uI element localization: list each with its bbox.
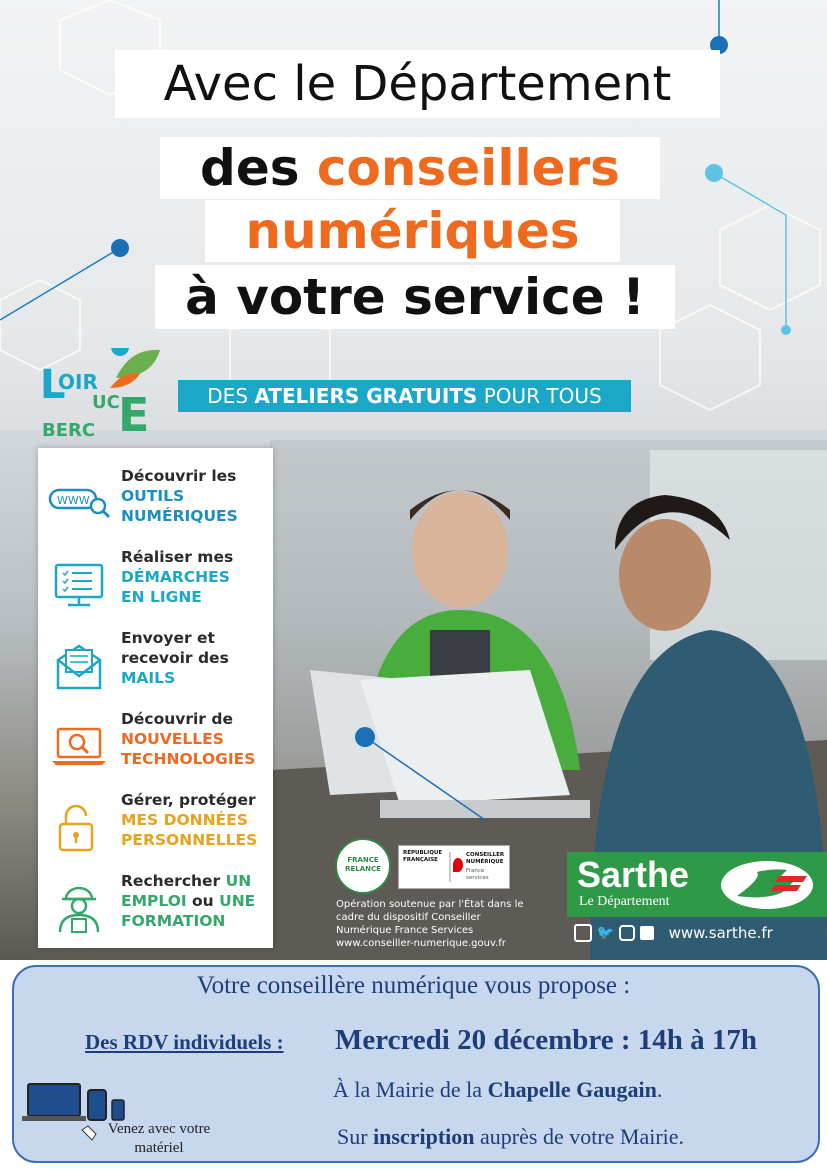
service-technologies: Découvrir de NOUVELLES TECHNOLOGIES — [38, 709, 273, 785]
headline-conseillers: conseillers — [316, 139, 620, 197]
sarthe-social-bar — [570, 918, 827, 946]
headline-line-2 — [160, 137, 660, 199]
envelope-icon — [48, 642, 110, 690]
republique-conseiller-logo: RÉPUBLIQUE FRANÇAISE CONSEILLER NUMÉRIQUE France services — [398, 845, 510, 889]
ateliers-banner: DES ATELIERS GRATUITS POUR TOUS — [178, 380, 631, 412]
service-emploi: Rechercher UN EMPLOI ou UNE FORMATION — [38, 871, 273, 947]
sarthe-url[interactable]: www.sarthe.fr — [668, 923, 773, 942]
www-search-icon — [48, 480, 110, 528]
instagram-icon[interactable] — [619, 925, 635, 941]
france-relance-logo: FRANCE RELANCE — [335, 838, 391, 894]
pin-icon — [453, 858, 463, 872]
service-mails: Envoyer et recevoir des MAILS — [38, 628, 273, 704]
headline-line-1: Avec le Département — [115, 50, 720, 118]
rdv-label: Des RDV individuels : — [85, 1030, 284, 1054]
inscription-text: Sur inscription auprès de votre Mairie. — [337, 1124, 685, 1149]
headline-line-4: à votre service ! — [155, 265, 675, 329]
venez-text: Venez avec votre matériel — [107, 1121, 211, 1156]
service-demarches: Réaliser mes DÉMARCHES EN LIGNE — [38, 547, 273, 623]
monitor-checklist-icon — [48, 561, 110, 609]
facebook-icon[interactable] — [574, 924, 592, 942]
twitter-icon[interactable]: 🐦 — [596, 924, 615, 941]
headline-des: des — [200, 139, 317, 197]
intro-text: Votre conseillère numérique vous propose : — [196, 972, 631, 999]
sarthe-emblem-icon — [717, 858, 817, 912]
sarthe-logo: Sarthe Le Département — [567, 852, 827, 917]
loir-luce-berce-logo: L OIR UC BERC E — [40, 348, 170, 443]
operation-text: Opération soutenue par l'État dans le cadre du dispositif Conseiller Numérique France Services www.conseiller-numerique.gouv.fr — [336, 898, 536, 950]
linkedin-icon[interactable] — [640, 926, 654, 940]
date-time: Mercredi 20 décembre : 14h à 17h — [335, 1024, 758, 1056]
headline-line-3: numériques — [205, 200, 620, 262]
laptop-search-icon — [48, 723, 110, 771]
padlock-icon — [48, 804, 110, 852]
service-donnees: Gérer, protéger MES DONNÉES PERSONNELLES — [38, 790, 273, 866]
website-link[interactable]: www.conseiller-numerique.gouv.fr — [336, 938, 506, 949]
leaf-pin-icon — [110, 348, 162, 392]
worker-icon — [48, 885, 110, 933]
service-outils: WWW Découvrir les OUTILS NUMÉRIQUES — [38, 466, 273, 542]
services-panel — [38, 448, 273, 948]
place-text: À la Mairie de la Chapelle Gaugain. — [333, 1077, 663, 1102]
svg-text:WWW: WWW — [57, 494, 90, 507]
